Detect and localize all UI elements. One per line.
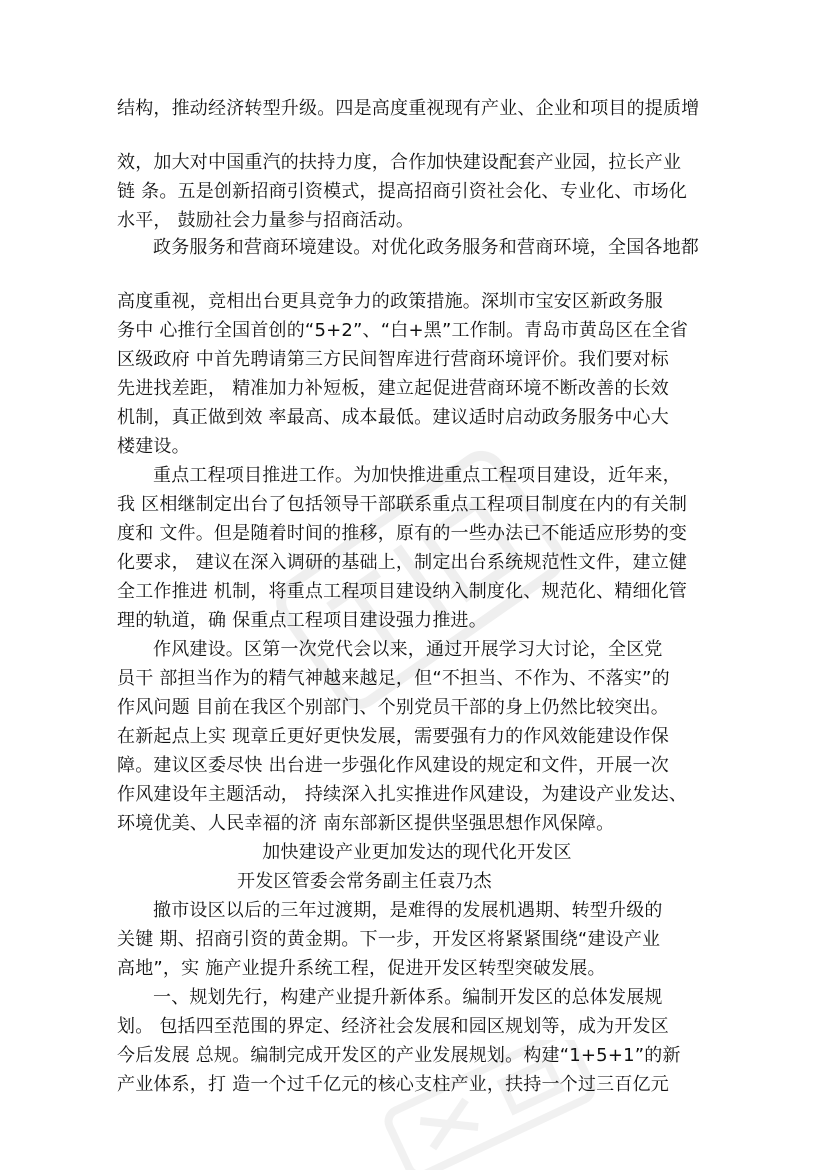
paragraph-line: 一、规划先行，构建产业提升新体系。编制开发区的总体发展规 bbox=[153, 987, 663, 1008]
paragraph-line: 先进找差距， 精准加力补短板，建立起促进营商环境不断改善的长效 bbox=[117, 378, 669, 399]
document-body bbox=[117, 96, 717, 1099]
paragraph-line: 理的轨道，确 保重点工程项目建设强力推进。 bbox=[117, 610, 487, 631]
paragraph-line: 产业体系，打 造一个过千亿元的核心支柱产业，扶持一个过三百亿元 bbox=[117, 1074, 669, 1095]
paragraph-line: 作风建设。区第一次党代会以来，通过开展学习大讨论，全区党 bbox=[153, 639, 663, 660]
paragraph-line: 我 区相继制定出台了包括领导干部联系重点工程项目制度在内的有关制 bbox=[117, 494, 688, 515]
paragraph-line: 作风建设年主题活动， 持续深入扎实推进作风建设，为建设产业发达、 bbox=[117, 784, 688, 805]
paragraph-line: 政务服务和营商环境建设。对优化政务服务和营商环境，全国各地都 bbox=[153, 237, 699, 258]
paragraph-line: 机制，真正做到效 率最高、成本最低。建议适时启动政务服务中心大 bbox=[117, 407, 669, 428]
paragraph-line: 作风问题 目前在我区个别部门、个别党员干部的身上仍然比较突出。 bbox=[117, 697, 669, 718]
paragraph-line: 区级政府 中首先聘请第三方民间智库进行营商环境评价。我们要对标 bbox=[117, 349, 669, 370]
paragraph-line: 化要求， 建议在深入调研的基础上，制定出台系统规范性文件，建立健 bbox=[117, 552, 688, 573]
paragraph-line: 划。 包括四至范围的界定、经济社会发展和园区规划等，成为开发区 bbox=[117, 1016, 669, 1037]
paragraph-line: 结构，推动经济转型升级。四是高度重视现有产业、企业和项目的提质增 bbox=[117, 98, 700, 119]
paragraph-line: 撤市设区以后的三年过渡期，是难得的发展机遇期、转型升级的 bbox=[153, 900, 663, 921]
paragraph-line: 在新起点上实 现章丘更好更快发展，需要强有力的作风效能建设作保 bbox=[117, 726, 669, 747]
paragraph-line: 环境优美、人民幸福的济 南东部新区提供坚强思想作风保障。 bbox=[117, 813, 615, 834]
paragraph-line: 楼建设。 bbox=[117, 436, 190, 457]
paragraph-line: 今后发展 总规。编制完成开发区的产业发展规划。构建“1+5+1”的新 bbox=[117, 1045, 681, 1066]
paragraph-line: 效，加大对中国重汽的扶持力度，合作加快建设配套产业园，拉长产业 bbox=[117, 152, 682, 173]
paragraph-line: 重点工程项目推进工作。为加快推进重点工程项目建设，近年来， bbox=[153, 465, 681, 486]
paragraph-line: 高地”，实 施产业提升系统工程，促进开发区转型突破发展。 bbox=[117, 958, 606, 979]
paragraph-line: 链 条。五是创新招商引资模式，提高招商引资社会化、专业化、市场化 bbox=[117, 181, 688, 202]
paragraph-line: 高度重视，竞相出台更具竞争力的政策措施。深圳市宝安区新政务服 bbox=[117, 291, 663, 312]
paragraph-line: 水平， 鼓励社会力量参与招商活动。 bbox=[117, 210, 415, 231]
paragraph-line: 务中 心推行全国首创的“5+2”、“白+黑”工作制。青岛市黄岛区在全省 bbox=[117, 320, 689, 341]
paragraph-line: 员干 部担当作为的精气神越来越足，但“不担当、不作为、不落实”的 bbox=[117, 668, 670, 689]
paragraph-line: 全工作推进 机制，将重点工程项目建设纳入制度化、规范化、精细化管 bbox=[117, 581, 688, 602]
paragraph-line: 关键 期、招商引资的黄金期。下一步，开发区将紧紧围绕“建设产业 bbox=[117, 929, 661, 950]
paragraph-line: 度和 文件。但是随着时间的推移，原有的一些办法已不能适应形势的变 bbox=[117, 523, 688, 544]
author-line: 开发区管委会常务副主任袁乃杰 bbox=[237, 871, 492, 892]
section-title: 加快建设产业更加发达的现代化开发区 bbox=[262, 842, 572, 863]
paragraph-line: 障。建议区委尽快 出台进一步强化作风建设的规定和文件，开展一次 bbox=[117, 755, 669, 776]
